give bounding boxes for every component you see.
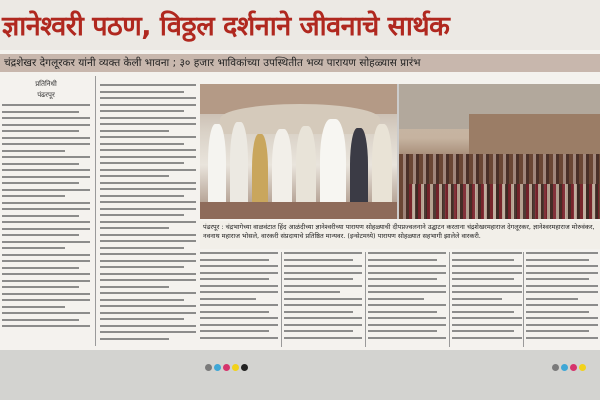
column-rule: [95, 76, 96, 346]
article-column-4: [284, 252, 362, 347]
registration-dot: [561, 364, 568, 371]
registration-dot: [205, 364, 212, 371]
registration-dot: [570, 364, 577, 371]
page-bottom-margin: [0, 350, 600, 400]
column-rule: [449, 252, 450, 347]
subheadline-band: [0, 54, 600, 72]
registration-dot: [214, 364, 221, 371]
photo-area: [200, 84, 600, 219]
registration-dot: [232, 364, 239, 371]
article-column-3: [200, 252, 278, 347]
byline: प्रतिनिधी: [35, 80, 57, 88]
inauguration-photo: [200, 84, 397, 219]
article-column-1: [0, 76, 92, 346]
registration-dot: [579, 364, 586, 371]
article-column-2: [98, 76, 198, 346]
column-rule: [281, 252, 282, 347]
article-column-6: [452, 252, 522, 347]
registration-dot: [552, 364, 559, 371]
registration-marks-right: [552, 356, 588, 366]
registration-marks-left: [205, 356, 250, 366]
crowd-inset-photo: [399, 84, 600, 219]
headline-band: [0, 0, 600, 50]
column-rule: [523, 252, 524, 347]
column-rule: [365, 252, 366, 347]
registration-dot: [241, 364, 248, 371]
article-column-5: [368, 252, 446, 347]
article-column-7: [526, 252, 598, 347]
headline: ज्ञानेश्वरी पठण, विठ्ठल दर्शनाने जीवनाचे सार्थक: [2, 11, 450, 42]
registration-dot: [223, 364, 230, 371]
dateline: पंढरपूर: [37, 91, 55, 99]
photo-caption: पंढरपूर : चंद्रभागेच्या वाळवंटात हिंद आळंदीच्या ज्ञानेश्वरीच्या पारायण सोहळ्याची दीपप्रज्वलनाने उद्घाटन करताना चंद्रशेखरमहाराज देगलूरकर, ज्ञानेश्वरमहाराज मोरुवंकर, नवनाथ महाराज भोसले, वारकरी संप्रदायाचे प्रतिष्ठित मान्यवर. (इन्सेटमध्ये) पारायण सोहळ्यात सहभागी झालेले वारकरी.: [200, 221, 600, 249]
subheadline: चंद्रशेखर देगलूरकर यांनी व्यक्त केली भावना ; ३० हजार भाविकांच्या उपस्थितीत भव्य पारायण सोहळ्यास प्रारंभ: [4, 57, 421, 69]
